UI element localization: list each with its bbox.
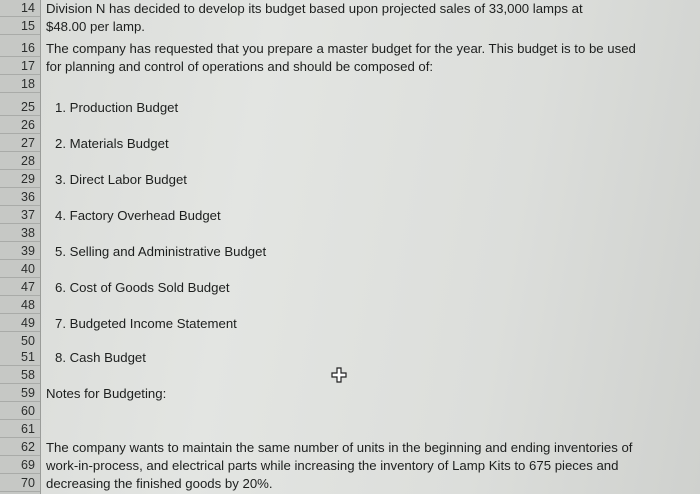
row-number[interactable]: 48 [0,297,40,314]
row-number[interactable]: 50 [0,333,40,350]
sheet-row[interactable] [0,207,700,224]
row-number[interactable]: 29 [0,171,40,188]
row-number[interactable]: 69 [0,457,40,474]
sheet-row[interactable] [0,403,700,420]
row-number[interactable]: 28 [0,153,40,170]
sheet-row[interactable] [0,261,700,278]
sheet-row[interactable] [0,58,700,75]
sheet-row[interactable] [0,0,700,17]
cell-text[interactable]: for planning and control of operations and should be composed of: [46,59,434,74]
sheet-row[interactable] [0,333,700,350]
row-number[interactable]: 14 [0,0,40,17]
cell-text[interactable]: 7. Budgeted Income Statement [55,316,237,331]
sheet-row[interactable] [0,153,700,170]
cell-text[interactable]: 2. Materials Budget [55,136,169,151]
cell-text[interactable]: 1. Production Budget [55,100,179,115]
cell-select-cursor-icon [331,367,347,383]
sheet-row[interactable] [0,279,700,296]
sheet-row[interactable] [0,171,700,188]
row-number[interactable]: 36 [0,189,40,206]
sheet-row[interactable] [0,40,700,57]
cell-text[interactable]: 6. Cost of Goods Sold Budget [55,280,230,295]
row-number[interactable]: 16 [0,40,40,57]
row-number[interactable]: 26 [0,117,40,134]
sheet-row[interactable] [0,421,700,438]
sheet-row[interactable] [0,117,700,134]
sheet-row[interactable] [0,76,700,93]
cell-text[interactable]: work-in-process, and electrical parts while increasing the inventory of Lamp Kits to 675 pieces and [46,458,619,473]
row-number[interactable]: 37 [0,207,40,224]
sheet-row[interactable] [0,243,700,260]
cell-text[interactable]: 3. Direct Labor Budget [55,172,187,187]
row-number[interactable]: 38 [0,225,40,242]
row-number[interactable]: 49 [0,315,40,332]
cell-text[interactable]: The company has requested that you prepare a master budget for the year. This budget is to be used [46,41,636,56]
row-number[interactable]: 62 [0,439,40,456]
sheet-row[interactable] [0,297,700,314]
sheet-row[interactable] [0,475,700,492]
cell-text[interactable]: decreasing the finished goods by 20%. [46,476,273,491]
sheet-row[interactable] [0,189,700,206]
cell-text[interactable]: The company wants to maintain the same number of units in the beginning and ending inventories of [46,440,633,455]
cell-text[interactable]: $48.00 per lamp. [46,19,145,34]
sheet-row[interactable] [0,367,700,384]
row-number[interactable]: 59 [0,385,40,402]
row-number[interactable]: 61 [0,421,40,438]
sheet-row[interactable] [0,439,700,456]
row-number[interactable]: 47 [0,279,40,296]
sheet-row[interactable] [0,225,700,242]
row-number[interactable]: 25 [0,99,40,116]
cell-text[interactable]: 8. Cash Budget [55,350,146,365]
sheet-row[interactable] [0,315,700,332]
cell-text[interactable]: 4. Factory Overhead Budget [55,208,221,223]
sheet-row[interactable] [0,349,700,366]
row-number[interactable]: 18 [0,76,40,93]
cell-text[interactable]: Division N has decided to develop its budget based upon projected sales of 33,000 lamps at [46,1,583,16]
cell-text[interactable]: Notes for Budgeting: [46,386,167,401]
sheet-row[interactable] [0,18,700,35]
sheet-row[interactable] [0,385,700,402]
sheet-row[interactable] [0,135,700,152]
row-number[interactable]: 39 [0,243,40,260]
row-number[interactable]: 51 [0,349,40,366]
row-number[interactable]: 58 [0,367,40,384]
row-number[interactable]: 40 [0,261,40,278]
cell-text[interactable]: 5. Selling and Administrative Budget [55,244,267,259]
row-number[interactable]: 27 [0,135,40,152]
sheet-row[interactable] [0,99,700,116]
row-number[interactable]: 60 [0,403,40,420]
row-number[interactable]: 15 [0,18,40,35]
sheet-row[interactable] [0,457,700,474]
row-number[interactable]: 17 [0,58,40,75]
row-number[interactable]: 70 [0,475,40,492]
